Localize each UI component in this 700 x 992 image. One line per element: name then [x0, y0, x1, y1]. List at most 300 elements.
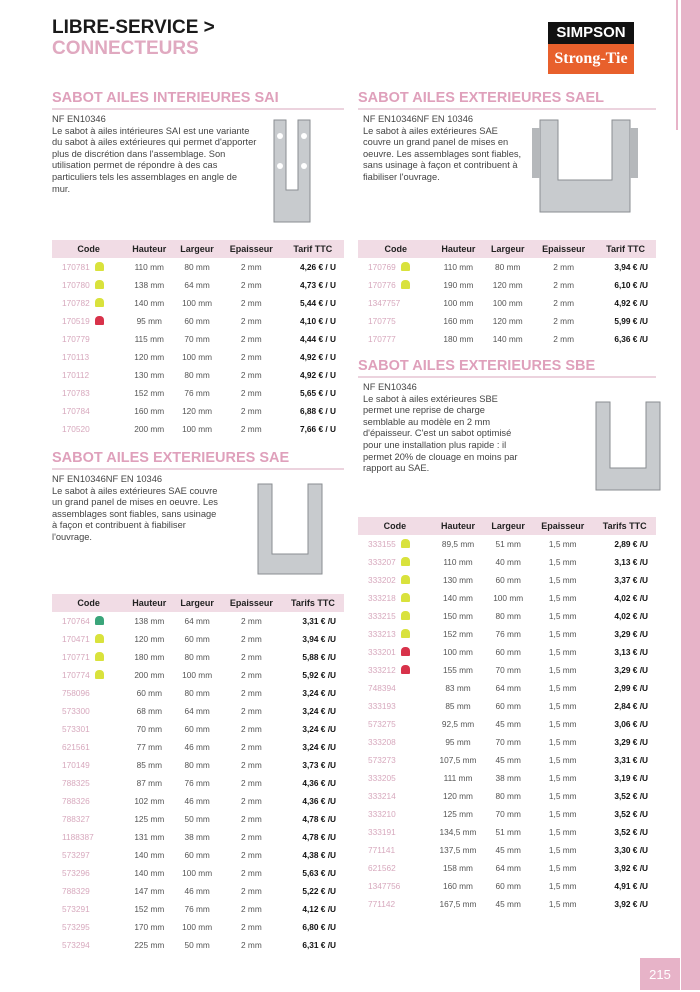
product-image-sae: [250, 482, 330, 578]
price: [282, 936, 344, 954]
cell-text: 45 mm: [495, 719, 521, 729]
product-image-sael: [530, 118, 640, 218]
cell-text: 3,13 € /U: [614, 557, 648, 567]
column-header: Tarifs TTC: [593, 517, 656, 535]
product-code: [52, 348, 125, 366]
price: [282, 738, 344, 756]
cell-text: 170782: [62, 298, 90, 308]
height: [432, 715, 485, 733]
cell-text: 3,73 € /U: [302, 760, 336, 770]
height: [125, 648, 173, 666]
table-row: [358, 294, 656, 312]
cell-text: 3,24 € /U: [302, 724, 336, 734]
table-row: [358, 715, 656, 733]
cell-text: 70 mm: [495, 737, 521, 747]
price: [282, 276, 344, 294]
thickness: [221, 666, 282, 684]
cell-text: 2 mm: [240, 616, 262, 626]
table-header-row: [358, 517, 656, 535]
cell-text: 170771: [62, 652, 90, 662]
cell-text: 333212: [368, 665, 396, 675]
product-code: [52, 864, 125, 882]
cell-text: 5,99 € /U: [614, 316, 648, 326]
norm: NF EN10346: [52, 114, 106, 124]
product-code: [52, 366, 125, 384]
width: [484, 877, 532, 895]
price: [593, 715, 656, 733]
cell-text: 2 mm: [553, 298, 575, 308]
width: [173, 312, 220, 330]
thickness: [221, 882, 282, 900]
cell-text: 788325: [62, 778, 90, 788]
cell-text: 333215: [368, 611, 396, 621]
width: [484, 733, 532, 751]
width: [173, 684, 220, 702]
cell-text: 621561: [62, 742, 90, 752]
product-code: [52, 738, 125, 756]
cell-text: 120 mm: [492, 280, 523, 290]
cell-text: 160 mm: [443, 316, 474, 326]
cell-text: 46 mm: [184, 886, 210, 896]
cell-text: 80 mm: [184, 688, 210, 698]
table-row: [52, 756, 344, 774]
width: [484, 589, 532, 607]
thickness: [532, 787, 593, 805]
width: [173, 846, 220, 864]
table-row: [52, 936, 344, 954]
column-header: Tarif TTC: [595, 240, 656, 258]
price: [593, 607, 656, 625]
cell-text: 621562: [368, 863, 396, 873]
cell-text: 70 mm: [495, 665, 521, 675]
product-code: [358, 751, 432, 769]
thickness: [221, 738, 282, 756]
page-title: LIBRE-SERVICE >: [52, 17, 215, 38]
height: [125, 756, 173, 774]
cell-text: 140 mm: [134, 298, 165, 308]
price: [595, 258, 656, 276]
price: [593, 733, 656, 751]
column-header: Tarif TTC: [282, 240, 344, 258]
price: [595, 312, 656, 330]
cell-text: 3,92 € /U: [614, 863, 648, 873]
section-title: SABOT AILES EXTERIEURES SAE: [52, 450, 344, 470]
product-code: [52, 936, 125, 954]
product-code: [358, 841, 432, 859]
product-code: [358, 697, 432, 715]
height: [432, 553, 485, 571]
cell-text: 107,5 mm: [439, 755, 477, 765]
cell-text: 80 mm: [184, 370, 210, 380]
price: [593, 535, 656, 553]
price: [282, 720, 344, 738]
cell-text: 1347757: [368, 298, 401, 308]
table-row: [358, 877, 656, 895]
table-row: [52, 258, 344, 276]
table-row: [52, 384, 344, 402]
price: [282, 756, 344, 774]
cell-text: 100 mm: [182, 670, 213, 680]
width: [483, 276, 532, 294]
cell-text: 3,31 € /U: [302, 616, 336, 626]
cell-text: 1,5 mm: [548, 881, 577, 891]
cell-text: 160 mm: [443, 881, 473, 891]
column-header: Code: [52, 240, 125, 258]
height: [125, 366, 173, 384]
cell-text: 170113: [62, 352, 90, 362]
cell-text: 120 mm: [134, 634, 165, 644]
cell-text: 3,24 € /U: [302, 742, 336, 752]
price: [282, 312, 344, 330]
cell-text: 2 mm: [240, 370, 262, 380]
cell-text: 60 mm: [184, 724, 210, 734]
table-sai: [52, 240, 344, 438]
cell-text: 3,92 € /U: [614, 899, 648, 909]
section-title: SABOT AILES EXTERIEURES SAEL: [358, 90, 656, 110]
cell-text: 4,78 € /U: [302, 814, 336, 824]
table-header-row: [52, 240, 344, 258]
width: [484, 607, 532, 625]
cell-text: 85 mm: [136, 760, 162, 770]
table-row: [358, 733, 656, 751]
cell-text: 77 mm: [136, 742, 162, 752]
product-code: [52, 918, 125, 936]
norm: NF EN10346: [363, 382, 417, 392]
table-row: [358, 787, 656, 805]
thickness: [532, 312, 595, 330]
height: [432, 535, 485, 553]
cell-text: 170149: [62, 760, 90, 770]
width: [483, 312, 532, 330]
width: [173, 738, 220, 756]
width: [173, 810, 220, 828]
cell-text: 170784: [62, 406, 90, 416]
table-sbe: [358, 517, 656, 913]
cell-text: 3,52 € /U: [614, 791, 648, 801]
cell-text: 100 mm: [182, 352, 213, 362]
product-code: [358, 535, 432, 553]
product-code: [52, 612, 125, 630]
cell-text: 170471: [62, 634, 90, 644]
price: [282, 864, 344, 882]
cell-text: 170776: [368, 280, 396, 290]
cell-text: 333193: [368, 701, 396, 711]
height: [125, 294, 173, 312]
cell-text: 333202: [368, 575, 396, 585]
price: [593, 859, 656, 877]
height: [125, 792, 173, 810]
product-code: [52, 258, 125, 276]
table-row: [52, 864, 344, 882]
width: [173, 756, 220, 774]
cell-text: 85 mm: [445, 701, 471, 711]
price: [282, 900, 344, 918]
section-description: [52, 474, 222, 544]
cell-text: 4,38 € /U: [302, 850, 336, 860]
thickness: [221, 330, 282, 348]
cell-text: 3,94 € /U: [302, 634, 336, 644]
cell-text: 6,36 € /U: [614, 334, 648, 344]
cell-text: 80 mm: [495, 611, 521, 621]
thickness: [532, 859, 593, 877]
cell-text: 4,26 € / U: [300, 262, 336, 272]
cell-text: 46 mm: [184, 796, 210, 806]
table-row: [52, 900, 344, 918]
product-code: [358, 276, 434, 294]
cell-text: 2 mm: [240, 832, 262, 842]
cell-text: 64 mm: [184, 706, 210, 716]
cell-text: 2 mm: [240, 724, 262, 734]
cell-text: 76 mm: [184, 388, 210, 398]
height: [125, 738, 173, 756]
height: [125, 276, 173, 294]
width: [173, 258, 220, 276]
price: [282, 828, 344, 846]
table-row: [358, 859, 656, 877]
cell-text: 3,52 € /U: [614, 809, 648, 819]
cell-text: 4,02 € /U: [614, 611, 648, 621]
table-row: [52, 792, 344, 810]
cell-text: 2 mm: [240, 742, 262, 752]
cell-text: 333208: [368, 737, 396, 747]
description-text: Le sabot à ailes extérieures SAE couvre un grand panel de mises en oeuvre. Les assemblages sont fiables, sans usinage à façon et contribuent à fiabiliser l'ouvrage.: [52, 485, 218, 542]
product-code: [52, 402, 125, 420]
cell-text: 115 mm: [134, 334, 164, 344]
cell-text: 45 mm: [495, 755, 521, 765]
price: [593, 787, 656, 805]
height: [125, 312, 173, 330]
table-row: [52, 612, 344, 630]
cell-text: 170783: [62, 388, 90, 398]
height: [125, 348, 173, 366]
table-row: [52, 630, 344, 648]
price: [282, 774, 344, 792]
thickness: [532, 607, 593, 625]
cell-text: 3,24 € /U: [302, 688, 336, 698]
cell-text: 1,5 mm: [548, 557, 577, 567]
thickness: [221, 810, 282, 828]
cell-text: 2 mm: [240, 796, 262, 806]
height: [432, 679, 485, 697]
product-code: [358, 787, 432, 805]
column-header: Code: [358, 517, 432, 535]
cell-text: 788326: [62, 796, 90, 806]
product-image-sai: [262, 118, 322, 228]
width: [173, 882, 220, 900]
cell-text: 170519: [62, 316, 90, 326]
thickness: [532, 823, 593, 841]
cell-text: 80 mm: [495, 262, 521, 272]
price: [282, 684, 344, 702]
width: [173, 792, 220, 810]
cell-text: 190 mm: [443, 280, 474, 290]
column-header: Tarifs TTC: [282, 594, 344, 612]
stock-yellow-icon: [401, 593, 410, 602]
cell-text: 2 mm: [240, 652, 262, 662]
width: [173, 330, 220, 348]
description-text: Le sabot à ailes extérieures SAE couvre un grand panel de mises en oeuvre. Les assemblages sont fiables, sans usinage à façon et contribuent à fiabiliser l'ouvrage.: [363, 125, 522, 182]
table-row: [52, 366, 344, 384]
table-header-row: [52, 594, 344, 612]
price: [282, 402, 344, 420]
table-row: [358, 661, 656, 679]
price: [282, 420, 344, 438]
cell-text: 573273: [368, 755, 396, 765]
cell-text: 110 mm: [443, 557, 473, 567]
thickness: [221, 348, 282, 366]
width: [484, 697, 532, 715]
height: [125, 864, 173, 882]
norm: NF EN10346NF EN 10346: [52, 474, 163, 484]
price: [593, 661, 656, 679]
cell-text: 170764: [62, 616, 90, 626]
cell-text: 573301: [62, 724, 90, 734]
cell-text: 1,5 mm: [548, 665, 577, 675]
height: [125, 882, 173, 900]
width: [173, 294, 220, 312]
cell-text: 2 mm: [240, 298, 262, 308]
table-row: [52, 774, 344, 792]
page-subtitle: CONNECTEURS: [52, 38, 199, 59]
thickness: [532, 841, 593, 859]
stock-yellow-icon: [95, 634, 104, 643]
cell-text: 3,94 € /U: [614, 262, 648, 272]
cell-text: 102 mm: [134, 796, 165, 806]
cell-text: 1,5 mm: [548, 755, 577, 765]
cell-text: 2 mm: [240, 760, 262, 770]
product-code: [52, 882, 125, 900]
cell-text: 111 mm: [443, 773, 473, 783]
product-code: [358, 258, 434, 276]
cell-text: 68 mm: [136, 706, 162, 716]
cell-text: 2 mm: [240, 280, 262, 290]
cell-text: 1,5 mm: [548, 827, 577, 837]
height: [434, 312, 484, 330]
cell-text: 70 mm: [495, 809, 521, 819]
cell-text: 152 mm: [134, 904, 165, 914]
thickness: [532, 643, 593, 661]
height: [432, 589, 485, 607]
thickness: [532, 571, 593, 589]
logo-bottom: Strong-Tie: [548, 44, 634, 74]
cell-text: 2 mm: [240, 868, 262, 878]
cell-text: 138 mm: [134, 616, 165, 626]
cell-text: 95 mm: [136, 316, 162, 326]
cell-text: 2 mm: [240, 814, 262, 824]
thickness: [221, 900, 282, 918]
cell-text: 125 mm: [443, 809, 473, 819]
width: [484, 841, 532, 859]
width: [173, 384, 220, 402]
cell-text: 60 mm: [184, 850, 210, 860]
cell-text: 170 mm: [134, 922, 165, 932]
cell-text: 110 mm: [134, 262, 164, 272]
cell-text: 100 mm: [493, 593, 524, 603]
product-code: [52, 774, 125, 792]
column-header: Largeur: [173, 240, 220, 258]
height: [125, 720, 173, 738]
product-code: [358, 733, 432, 751]
cell-text: 170780: [62, 280, 90, 290]
thickness: [221, 846, 282, 864]
cell-text: 40 mm: [495, 557, 521, 567]
width: [173, 276, 220, 294]
thickness: [532, 294, 595, 312]
product-code: [358, 661, 432, 679]
cell-text: 3,30 € /U: [614, 845, 648, 855]
column-header: Hauteur: [125, 594, 173, 612]
description-text: Le sabot à ailes intérieures SAI est une variante du sabot à ailes extérieures qui permet d'apporter plus de discrétion dans l'assemblage. Son utilisation permet de répondre à des cas particuliers tels les assemblages en angle de mur.: [52, 125, 257, 194]
table-row: [358, 823, 656, 841]
thickness: [221, 312, 282, 330]
height: [125, 702, 173, 720]
price: [282, 810, 344, 828]
cell-text: 87 mm: [136, 778, 162, 788]
table-row: [52, 828, 344, 846]
cell-text: 3,37 € /U: [614, 575, 648, 585]
price: [593, 805, 656, 823]
cell-text: 147 mm: [134, 886, 165, 896]
product-code: [52, 756, 125, 774]
table-header-row: [358, 240, 656, 258]
cell-text: 2,84 € /U: [614, 701, 648, 711]
cell-text: 138 mm: [134, 280, 165, 290]
cell-text: 3,52 € /U: [614, 827, 648, 837]
price: [282, 612, 344, 630]
cell-text: 3,13 € /U: [614, 647, 648, 657]
table-sae: [52, 594, 344, 954]
thickness: [221, 630, 282, 648]
thickness: [532, 769, 593, 787]
product-code: [358, 679, 432, 697]
cell-text: 125 mm: [134, 814, 165, 824]
decorative-line: [676, 0, 678, 130]
cell-text: 110 mm: [443, 262, 474, 272]
price: [593, 841, 656, 859]
cell-text: 2,89 € /U: [614, 539, 648, 549]
stock-red-icon: [401, 647, 410, 656]
width: [483, 330, 532, 348]
cell-text: 3,06 € /U: [614, 719, 648, 729]
height: [432, 823, 485, 841]
table-row: [358, 679, 656, 697]
stock-yellow-icon: [95, 298, 104, 307]
section-description: [358, 114, 523, 184]
price: [593, 643, 656, 661]
cell-text: 2 mm: [240, 352, 262, 362]
table-row: [358, 841, 656, 859]
cell-text: 130 mm: [443, 575, 473, 585]
cell-text: 45 mm: [495, 845, 521, 855]
cell-text: 80 mm: [184, 652, 210, 662]
table-row: [358, 330, 656, 348]
column-header: Largeur: [173, 594, 220, 612]
column-header: Largeur: [484, 517, 532, 535]
product-code: [52, 810, 125, 828]
column-header: Epaisseur: [221, 240, 282, 258]
cell-text: 170769: [368, 262, 396, 272]
stock-green-icon: [95, 616, 104, 625]
table-row: [358, 697, 656, 715]
cell-text: 3,29 € /U: [614, 665, 648, 675]
thickness: [532, 679, 593, 697]
cell-text: 1,5 mm: [548, 773, 577, 783]
price: [282, 294, 344, 312]
table-row: [52, 738, 344, 756]
cell-text: 100 mm: [182, 298, 213, 308]
cell-text: 2 mm: [240, 706, 262, 716]
cell-text: 573300: [62, 706, 90, 716]
